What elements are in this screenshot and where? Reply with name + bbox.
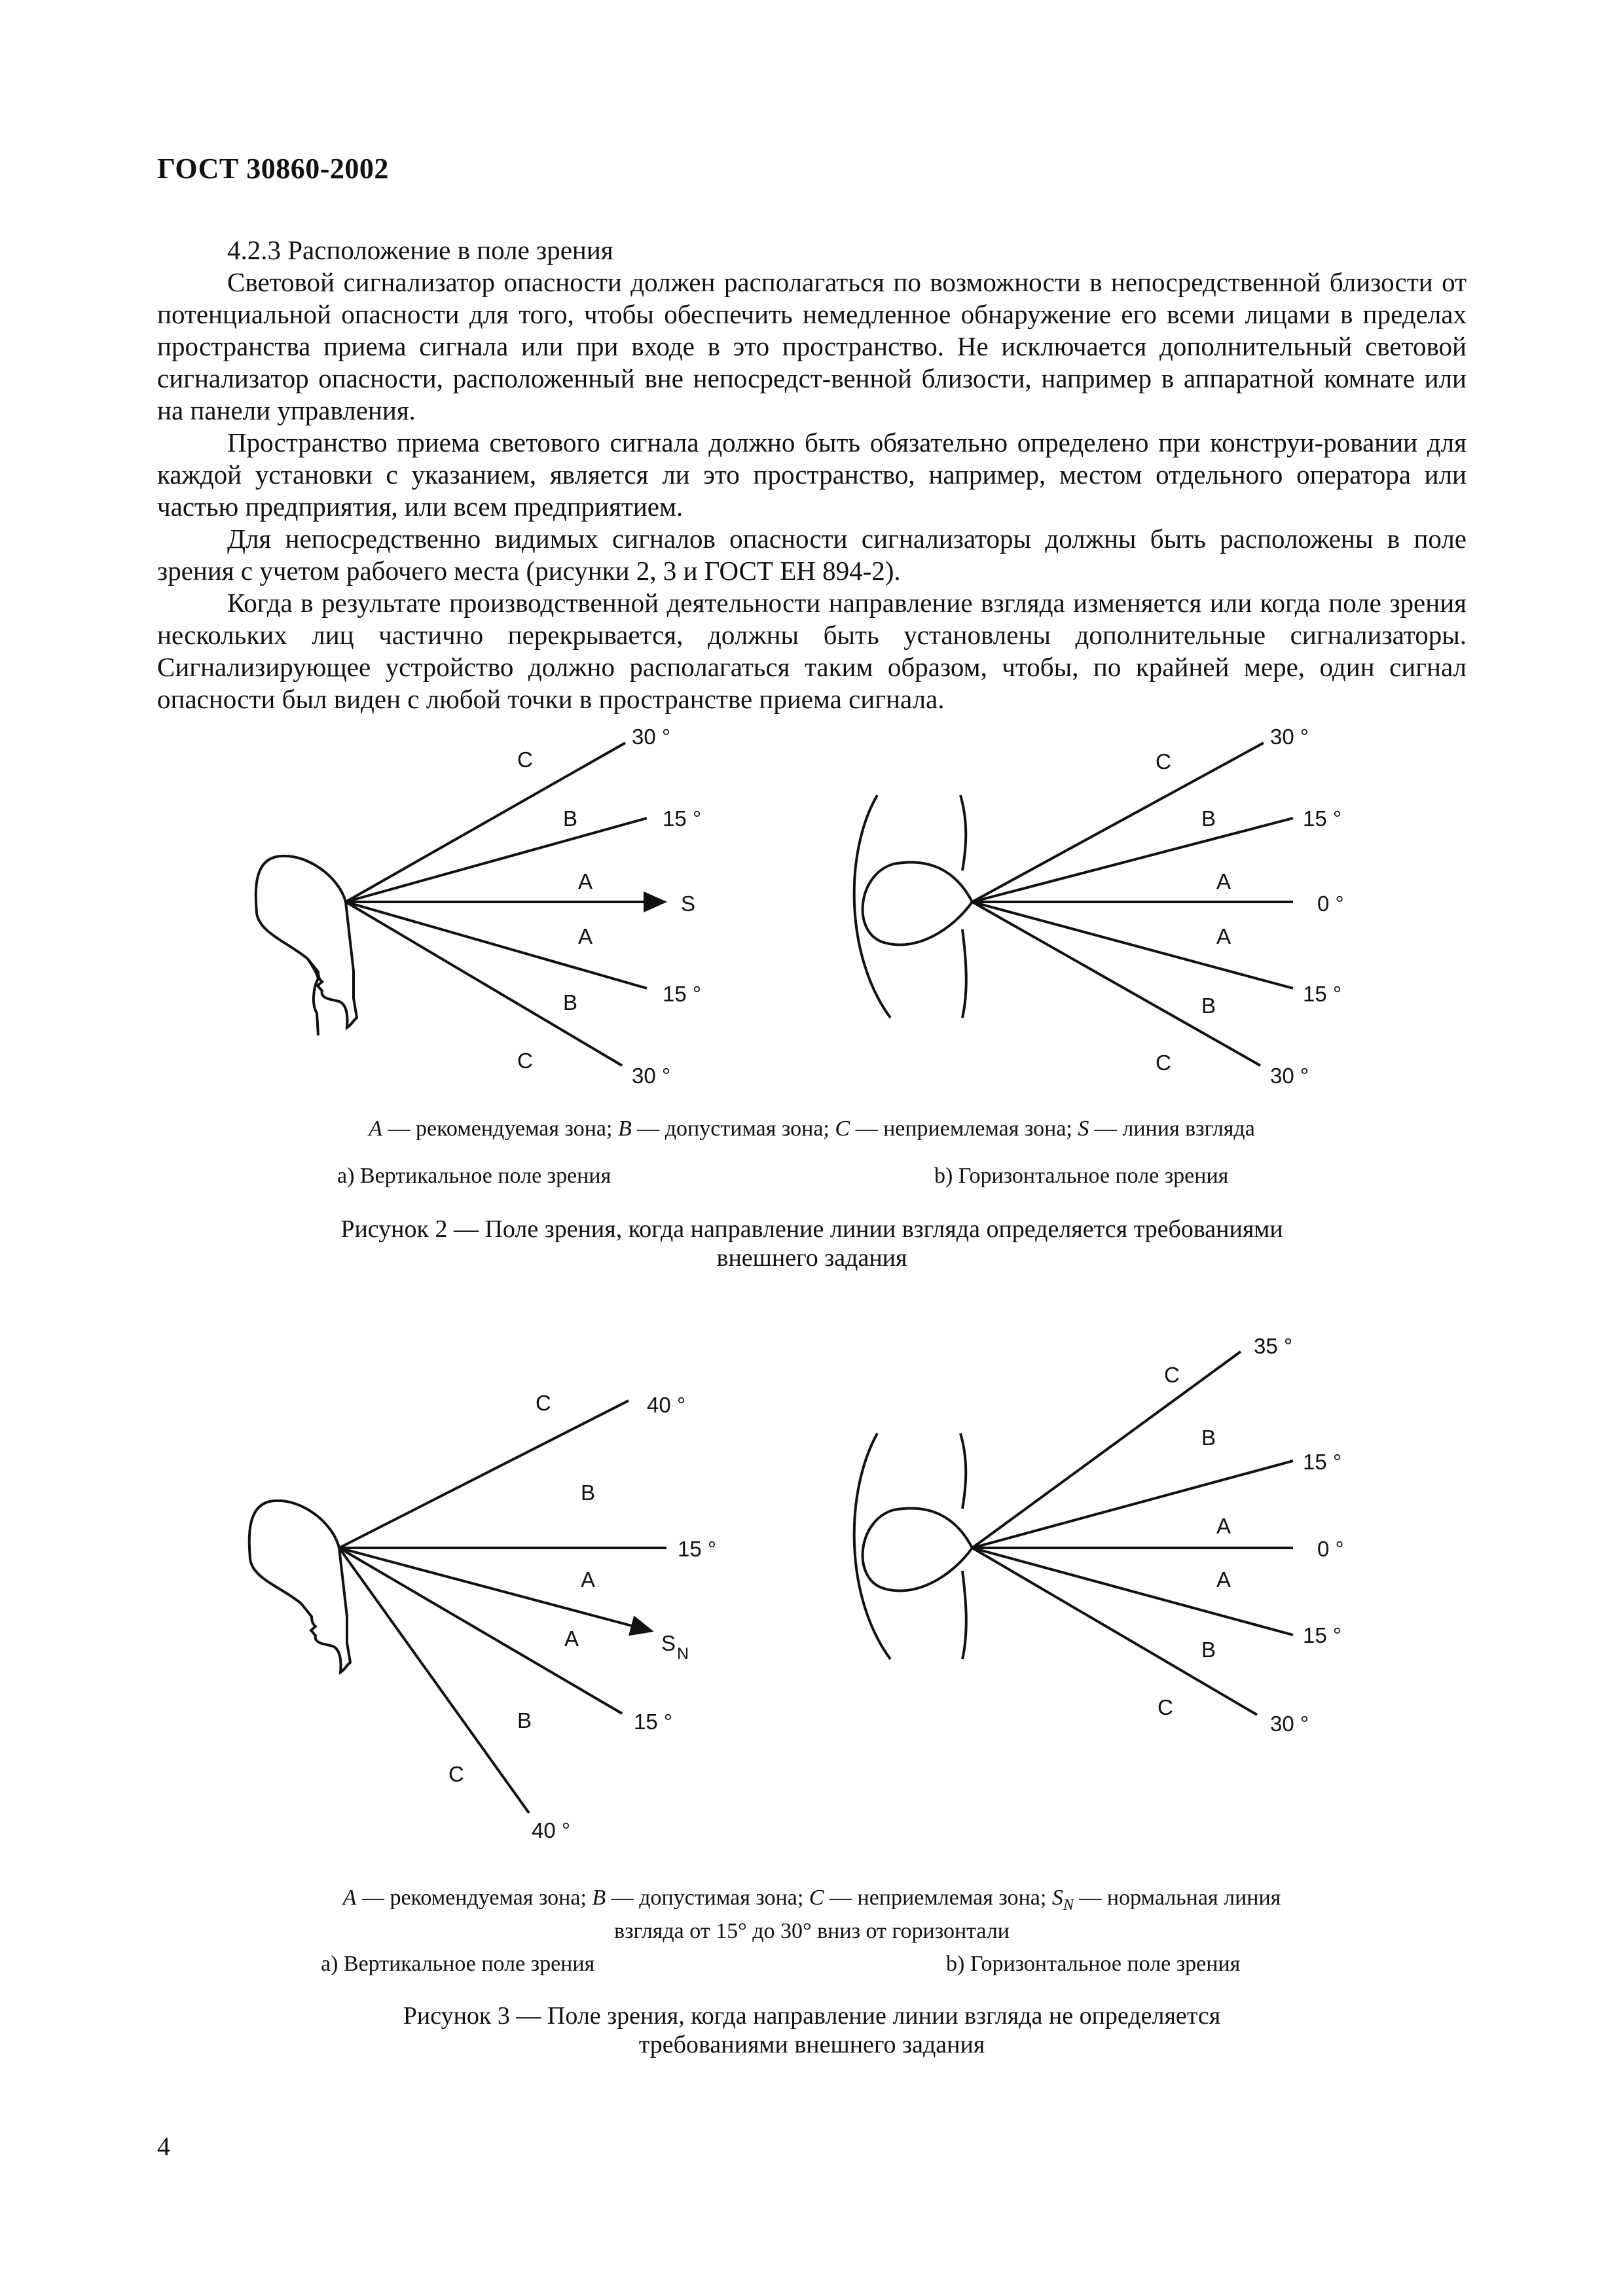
fig2b-zone-a-top: A [1216,869,1231,893]
ear-left-icon [854,795,890,1018]
fig2b-zone-b-top: B [1201,806,1216,831]
page-number: 4 [157,2132,170,2161]
fig3-legend: A — рекомендуемая зона; B — допустимая зона; C — неприемлемая зона; $S_N$ — нормальная линия взгляда от 15° до 30° вниз от горизонтали [342,1886,1281,1943]
fig2b-angle-15-down: 15 ° [1303,982,1342,1006]
fig3a-zone-b-top: B [581,1480,596,1505]
fig3a-zone-b-bottom: B [517,1708,532,1732]
fig3a-label-s: S [661,1631,676,1655]
fig2a-zone-b-top: B [563,806,578,831]
fig2b-zone-a-bottom: A [1216,924,1231,948]
fig3a-zone-a-bottom: A [564,1626,579,1651]
fig2-subcaption-a: а) Вертикальное поле зрения [337,1164,611,1188]
fig3b-angle-30-down: 30 ° [1270,1712,1309,1736]
fig2a-zone-c-top: C [517,747,533,772]
fig2a-zone-a-bottom: A [578,924,593,948]
paragraph-3: Для непосредственно видимых сигналов опасности сигнализаторы должны быть расположены в поле зрения с учетом рабочего места (рисунки 2, 3 и ГОСТ ЕН 894-2). [157,524,1467,586]
fig2-legend: A — рекомендуемая зона; B — допустимая зона; C — неприемлемая зона; S — линия взгляда [369,1117,1255,1141]
fig2a-angle-30-up: 30 ° [632,725,671,749]
fig2a-zone-c-bottom: C [517,1049,533,1073]
fig3b-zone-a-bottom: A [1216,1568,1231,1592]
fig3-subcaption-a: а) Вертикальное поле зрения [321,1952,595,1976]
head-top-icon [863,862,972,944]
fig2b-angle-30-up: 30 ° [1270,725,1309,749]
fig2b-angle-30-down: 30 ° [1270,1064,1309,1088]
fig2a-angle-15-down: 15 ° [663,982,702,1006]
fig2b-zone-b-bottom: B [1201,994,1216,1018]
fig3-subcaption-b: b) Горизонтальное поле зрения [946,1952,1241,1976]
fig2a-label-s: S [681,891,696,916]
fig2b-angle-15-up: 15 ° [1303,806,1342,831]
head-profile-icon [256,856,357,1028]
paragraph-1: Световой сигнализатор опасности должен располагаться по возможности в непосредственной близости от потенциальной опасности для того, чтобы обеспечить немедленное обнаружение его всеми лицами в пределах пространства приема сигнала или при входе в это пространство. Не исключается дополнительный световой сигнализатор опасности, расположенный вне непосредст-венной близости, например в аппаратной комнате или на панели управления. [157,267,1467,425]
fig3a-angle-40-up: 40 ° [647,1393,686,1417]
ear-right-icon [960,795,966,1018]
fig2a-angle-30-down: 30 ° [632,1064,671,1088]
fig3b-angle-15-up: 15 ° [1303,1450,1342,1474]
fig3b-angle-35-up: 35 ° [1254,1334,1293,1358]
fig2a-angle-15-up: 15 ° [663,806,702,831]
fig3b-zone-c-bottom: C [1158,1695,1173,1719]
fig2a-zone-a-top: A [578,869,593,893]
fig3a-angle-40-down: 40 ° [532,1818,571,1842]
head-profile-icon [249,1501,350,1672]
fig2b-angle-0: 0 ° [1317,891,1344,916]
fig3a-angle-15-up: 15 ° [678,1537,717,1561]
fig2b-zone-c-top: C [1156,749,1171,774]
fig2-horizontal-diagram [854,743,1293,1066]
fig2-vertical-diagram [256,743,665,1066]
fig3a-angle-15-down: 15 ° [634,1710,673,1734]
fig2a-zone-b-bottom: B [563,990,578,1014]
paragraph-2: Пространство приема светового сигнала должно быть обязательно определено при конструи-ровании для каждой установки с указанием, является ли это пространство, например, местом отдельного оператора или частью предприятия, или всем предприятием. [157,427,1467,522]
fig2a-line-15-down [346,902,647,988]
fig2-subcaption-b: b) Горизонтальное поле зрения [934,1164,1229,1188]
fig3b-zone-b-top: B [1201,1426,1216,1450]
fig3a-zone-c-bottom: C [448,1762,464,1786]
document-header: ГОСТ 30860-2002 [157,152,389,185]
section-heading: 4.2.3 Расположение в поле зрения [227,235,613,265]
fig3b-zone-b-bottom: B [1201,1638,1216,1662]
fig2-caption: Рисунок 2 — Поле зрения, когда направление линии взгляда определяется требованиями внешнего задания [340,1215,1283,1272]
fig3-caption: Рисунок 3 — Поле зрения, когда направление линии взгляда не определяется требованиями внешнего задания [403,2002,1221,2058]
fig2b-zone-c-bottom: C [1156,1050,1171,1075]
fig3b-angle-15-down: 15 ° [1303,1623,1342,1647]
fig3-vertical-diagram [249,1401,666,1813]
fig3a-zone-a-top: A [581,1568,596,1592]
fig2a-line-15-up [346,818,647,902]
fig3b-angle-0: 0 ° [1317,1537,1344,1561]
fig3b-zone-c-top: C [1164,1363,1180,1387]
fig3a-label-n: N [677,1645,689,1663]
fig3a-zone-c-top: C [536,1391,551,1415]
fig3b-zone-a-top: A [1216,1514,1231,1538]
paragraph-4: Когда в результате производственной деятельности направление взгляда изменяется или когда поле зрения нескольких лиц частично перекрывается, должны быть установлены дополнительные сигнализаторы. Сигнализирующее устройство должно располагаться таким образом, чтобы, по крайней мере, один сигнал опасности был виден с любой точки в пространстве приема сигнала. [157,588,1467,714]
